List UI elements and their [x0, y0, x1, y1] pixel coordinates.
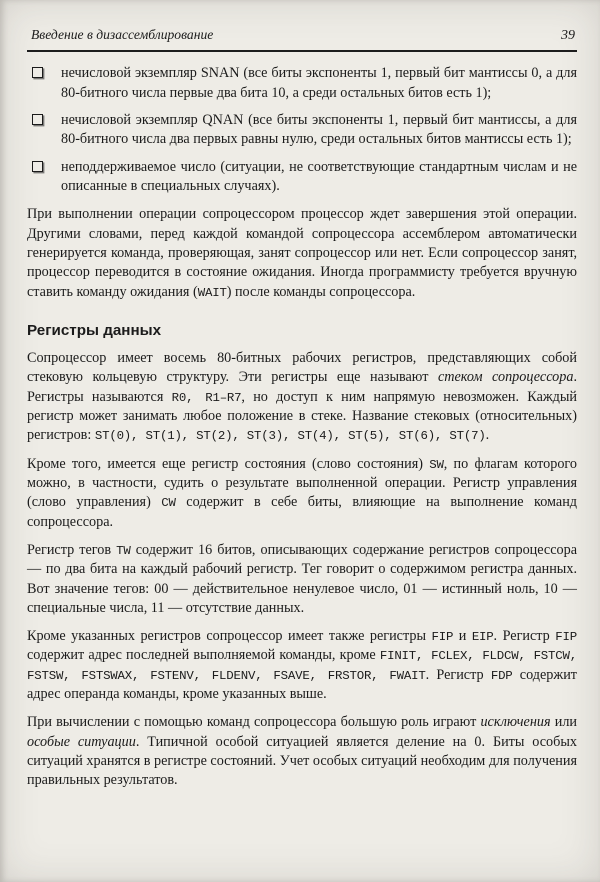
page-number: 39	[561, 28, 575, 43]
list-item	[31, 111, 577, 150]
bullet-text: неподдерживаемое число (ситуации, не соответствующие стандартным числам и не описанные в специальных случаях).	[61, 158, 577, 194]
paragraph-exceptions: При вычислении с помощью команд сопроцессора большую роль играют исключения или особые ситуации. Типичной особой ситуацией является деление на 0. Биты особых ситуаций хранятся в регистре состояний. Учет особых ситуаций необходим для получения правильных результатов.	[27, 714, 578, 789]
paragraph-stack-registers: Сопроцессор имеет восемь 80-битных рабочих регистров, представляющих собой стековую кольцевую структуру. Эти регистры еще называют стеком сопроцессора. Регистры называются R0, R1–R7, но доступ к ним напрямую невозможен. Каждый регистр может занимать любое положение в стеке. Название стековых (относительных) регистров: ST(0), ST(1), ST(2), ST(3), ST(4), ST(5), ST(6), ST(7).	[27, 350, 578, 444]
square-bullet-icon	[32, 161, 43, 172]
paragraph-fip-fdp: Кроме указанных регистров сопроцессор имеет также регистры FIP и EIP. Регистр FIP содержит адрес последней выполняемой команды, кроме FINIT, FCLEX, FLDCW, FSTCW, FSTSW, FSTSWAX, FSTENV, FLDENV, FSAVE, FRSTOR, FWAIT. Регистр FDP содержит адрес операнда команды, кроме указанных выше.	[27, 628, 577, 703]
paragraph-wait: При выполнении операции сопроцессором процессор ждет завершения этой операции. Другими словами, перед каждой командой сопроцессора ассемблером автоматически генерируется команда, проверяющая, занят сопроцессор или нет. Если сопроцессор занят, процессор переводится в состояние ожидания. Иногда программисту требуется вручную ставить команду ожидания (WAIT) после команды сопроцессора.	[27, 206, 577, 300]
paragraph-tag-register: Регистр тегов TW содержит 16 битов, описывающих содержание регистров сопроцессора — по два бита на каждый рабочий регистр. Тег говорит о содержимом регистра данных. Вот значение тегов: 00 — действительное ненулевое число, 01 — истинный ноль, 10 — специальные числа, 11 — отсутствие данных.	[27, 541, 577, 616]
square-bullet-icon	[32, 114, 43, 125]
square-bullet-icon	[32, 67, 43, 78]
bullet-text: нечисловой экземпляр QNAN (все биты экспоненты 1, первый бит мантиссы, а для 80-битного числа два первых равны нулю, среди остальных битов мантиссы есть 1);	[61, 112, 577, 148]
bullet-list	[27, 64, 577, 196]
header-rule	[27, 50, 577, 52]
list-item	[31, 64, 577, 103]
running-header-title: Введение в дизассемблирование	[31, 27, 214, 42]
bullet-text: нечисловой экземпляр SNAN (все биты экспоненты 1, первый бит мантиссы 0, а для 80-битного числа первые два бита 10, а среди остальных битов есть 1);	[61, 65, 577, 101]
page-header	[27, 26, 577, 50]
paragraph-status-control-words: Кроме того, имеется еще регистр состояния (слово состояния) SW, по флагам которого можно, в частности, судить о результате выполненной операции. Регистр управления (слово управления) CW содержит в себе биты, влияющие на выполнение команд сопроцессора.	[27, 455, 578, 530]
section-heading: Регистры данных	[27, 321, 162, 339]
list-item	[31, 158, 577, 197]
